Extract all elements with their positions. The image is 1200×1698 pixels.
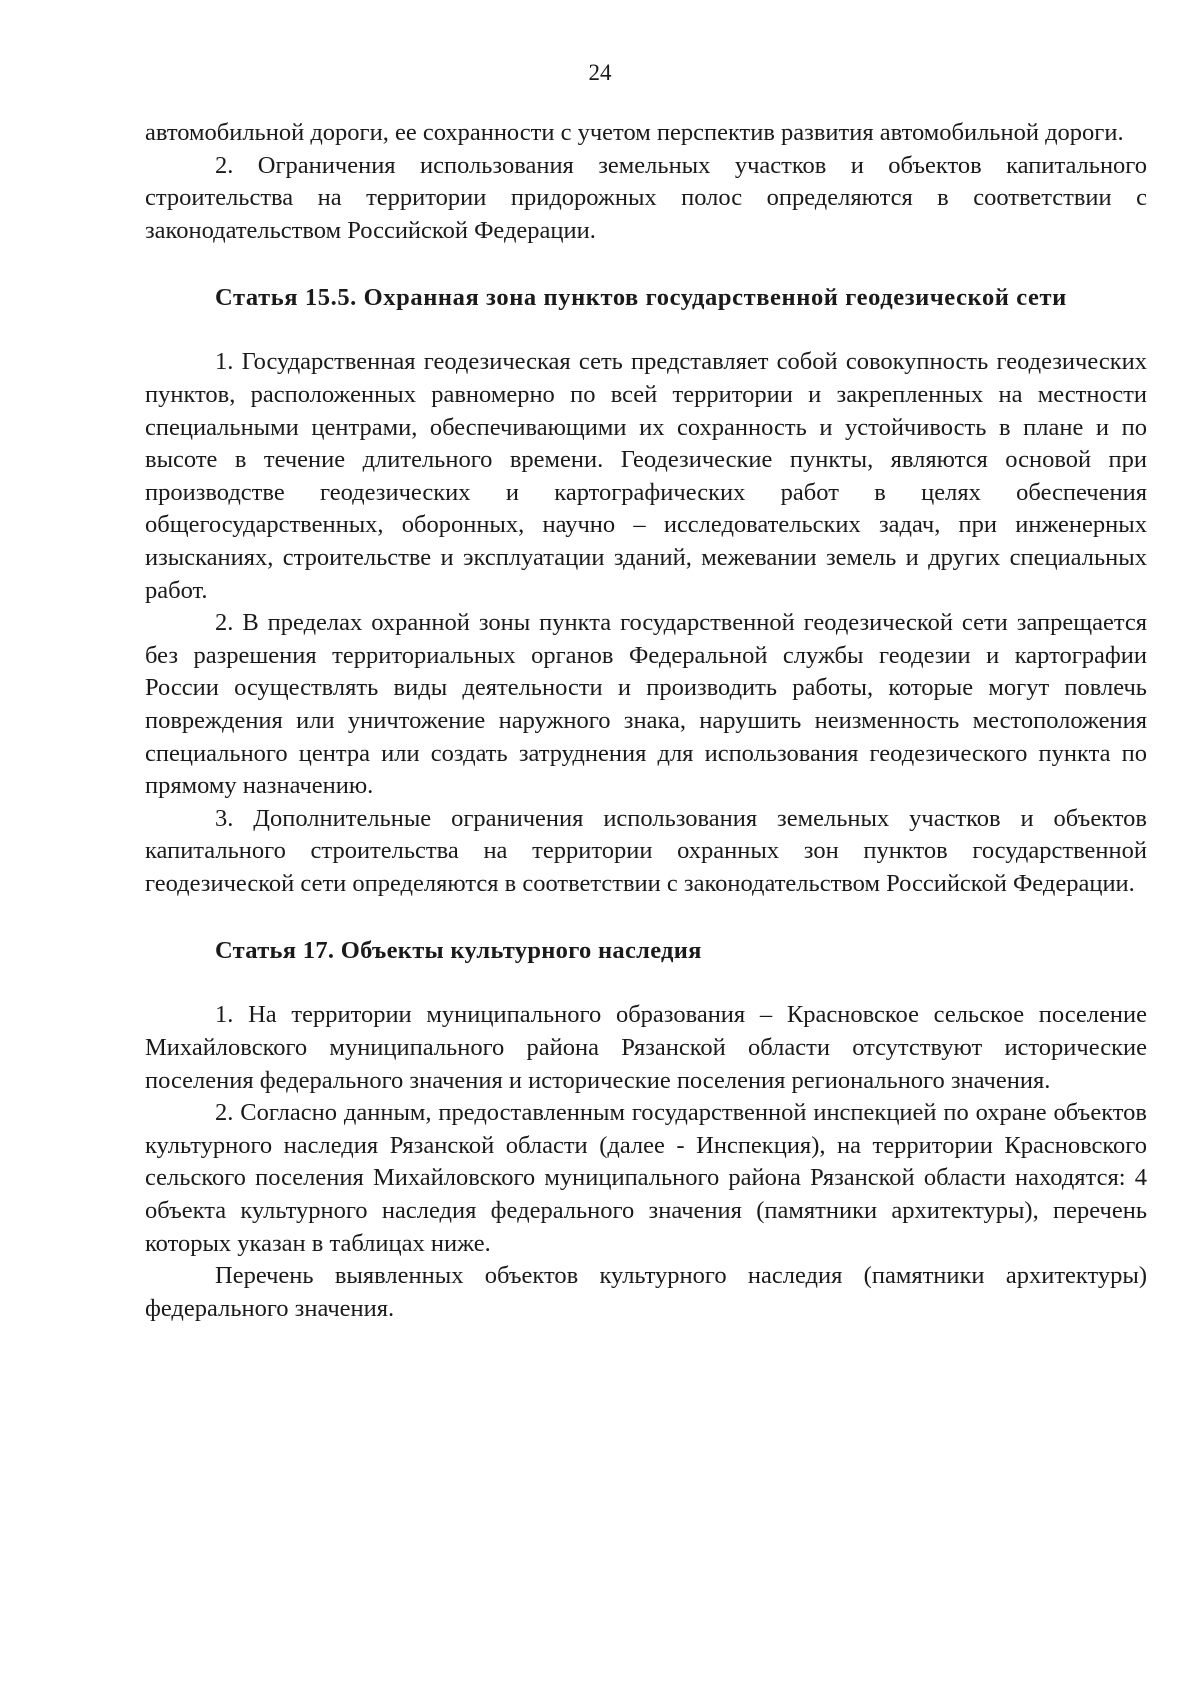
paragraph-geodetic-additional-restrictions: 3. Дополнительные ограничения использования земельных участков и объектов капитального строительства на территории охранных зон пунктов государственной геодезической сети определяются в соответствии с законодательством Российской Федерации. bbox=[145, 804, 1147, 897]
page-number: 24 bbox=[588, 60, 612, 85]
paragraph-cultural-heritage-objects: 2. Согласно данным, предоставленным государственной инспекцией по охране объектов культурного наследия Рязанской области (далее - Инспекция), на территории Красновского сельского поселения Михайловского муниципального района Рязанской области находятся: 4 объекта культурного наследия федерального значения (памятники архитектуры), перечень которых указан в таблицах ниже. bbox=[145, 1099, 1147, 1257]
document-body bbox=[145, 117, 1147, 1325]
paragraph-historic-settlements: 1. На территории муниципального образования – Красновское сельское поселение Михайловского муниципального района Рязанской области отсутствуют исторические поселения федерального значения и исторические поселения регионального значения. bbox=[145, 1001, 1147, 1094]
paragraph-roadside-restrictions: 2. Ограничения использования земельных участков и объектов капитального строительства на территории придорожных полос определяются в соответствии с законодательством Российской Федерации. bbox=[145, 151, 1147, 244]
paragraph-road-preservation: автомобильной дороги, ее сохранности с учетом перспектив развития автомобильной дороги. bbox=[145, 119, 1124, 146]
spacer bbox=[145, 900, 1147, 934]
paragraph-geodetic-zone-prohibitions: 2. В пределах охранной зоны пункта государственной геодезической сети запрещается без разрешения территориальных органов Федеральной службы геодезии и картографии России осуществлять виды деятельности и производить работы, которые могут повлечь повреждения или уничтожение наружного знака, нарушить неизменность местоположения специального центра или создать затруднения для использования геодезического пункта по прямому назначению. bbox=[145, 609, 1147, 800]
spacer bbox=[145, 247, 1147, 281]
paragraph-geodetic-network-definition: 1. Государственная геодезическая сеть представляет собой совокупность геодезических пунктов, расположенных равномерно по всей территории и закрепленных на местности специальными центрами, обеспечивающими их сохранность и устойчивость в плане и по высоте в течение длительного времени. Геодезические пункты, являются основой при производстве геодезических и картографических работ в целях обеспечения общегосударственных, оборонных, научно – исследовательских задач, при инженерных изысканиях, строительстве и эксплуатации зданий, межевании земель и других специальных работ. bbox=[145, 348, 1147, 604]
heading-article-17: Статья 17. Объекты культурного наследия bbox=[215, 937, 702, 965]
spacer bbox=[145, 314, 1147, 346]
spacer bbox=[145, 967, 1147, 999]
heading-article-15-5: Статья 15.5. Охранная зона пунктов государственной геодезической сети bbox=[215, 284, 1067, 312]
paragraph-heritage-list-intro: Перечень выявленных объектов культурного наследия (памятники архитектуры) федерального значения. bbox=[145, 1262, 1147, 1322]
